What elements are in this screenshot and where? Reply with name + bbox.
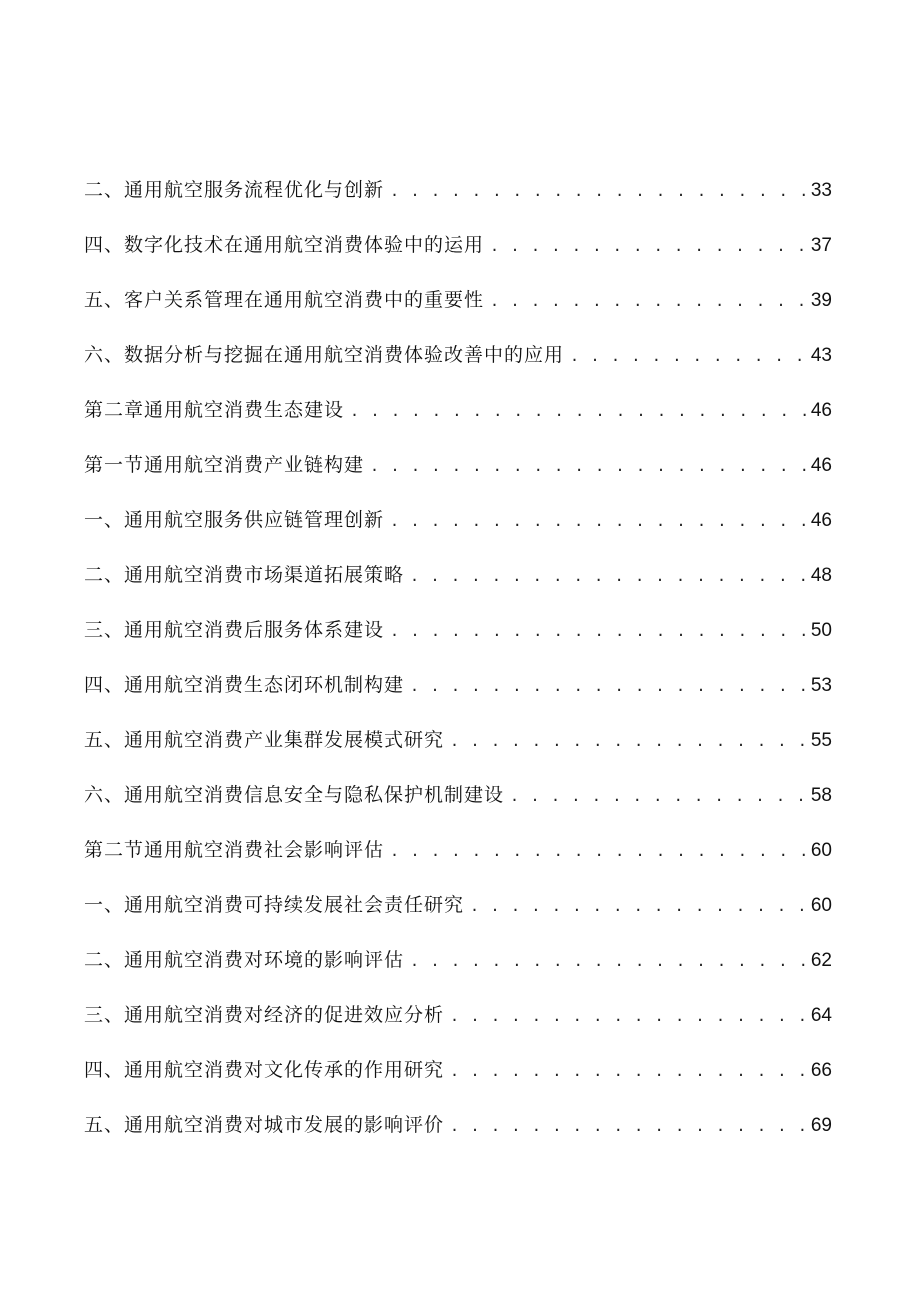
toc-page-number: 64 bbox=[810, 1005, 832, 1026]
toc-page-number: 53 bbox=[810, 675, 832, 696]
toc-entry-title: 四、通用航空消费对文化传承的作用研究 bbox=[84, 1059, 445, 1081]
toc-page-number: 69 bbox=[810, 1115, 832, 1136]
toc-entry-title: 四、数字化技术在通用航空消费体验中的运用 bbox=[84, 234, 485, 256]
toc-dot-leader bbox=[410, 658, 807, 714]
toc-dot-leader bbox=[390, 493, 807, 549]
toc-entry[interactable] bbox=[84, 603, 832, 658]
toc-page-number: 50 bbox=[810, 620, 832, 641]
toc-entry-title: 六、通用航空消费信息安全与隐私保护机制建设 bbox=[84, 784, 505, 806]
toc-entry-title: 二、通用航空消费市场渠道拓展策略 bbox=[84, 564, 405, 586]
toc-dot-leader bbox=[350, 383, 807, 439]
toc-entry[interactable] bbox=[84, 493, 832, 548]
toc-dot-leader bbox=[390, 163, 807, 219]
toc-entry-title: 三、通用航空消费对经济的促进效应分析 bbox=[84, 1004, 445, 1026]
toc-page-number: 60 bbox=[810, 840, 832, 861]
toc-entry[interactable] bbox=[84, 933, 832, 988]
toc-dot-leader bbox=[450, 1098, 807, 1154]
toc-page-number: 33 bbox=[810, 180, 832, 201]
toc-entry-title: 第二章通用航空消费生态建设 bbox=[84, 399, 345, 421]
toc-dot-leader bbox=[450, 1043, 807, 1099]
toc-page-number: 60 bbox=[810, 895, 832, 916]
toc-entry[interactable] bbox=[84, 1043, 832, 1098]
toc-page-number: 46 bbox=[810, 400, 832, 421]
toc-dot-leader bbox=[370, 438, 807, 494]
toc-page-number: 43 bbox=[810, 345, 832, 366]
toc-entry[interactable] bbox=[84, 218, 832, 273]
toc-page-number: 48 bbox=[810, 565, 832, 586]
toc-entry[interactable] bbox=[84, 438, 832, 493]
toc-entry[interactable] bbox=[84, 1098, 832, 1153]
toc-dot-leader bbox=[470, 878, 807, 934]
toc-entry-title: 二、通用航空消费对环境的影响评估 bbox=[84, 949, 405, 971]
toc-entry[interactable] bbox=[84, 878, 832, 933]
toc-entry-title: 一、通用航空服务供应链管理创新 bbox=[84, 509, 385, 531]
toc-entry[interactable] bbox=[84, 328, 832, 383]
toc-entry-title: 第一节通用航空消费产业链构建 bbox=[84, 454, 365, 476]
toc-entry[interactable] bbox=[84, 273, 832, 328]
toc-dot-leader bbox=[390, 603, 807, 659]
toc-entry[interactable] bbox=[84, 163, 832, 218]
toc-entry-title: 第二节通用航空消费社会影响评估 bbox=[84, 839, 385, 861]
toc-entry-title: 六、数据分析与挖掘在通用航空消费体验改善中的应用 bbox=[84, 344, 565, 366]
toc-dot-leader bbox=[450, 988, 807, 1044]
toc-entry[interactable] bbox=[84, 768, 832, 823]
toc-entry[interactable] bbox=[84, 823, 832, 878]
toc-dot-leader bbox=[450, 713, 807, 769]
toc-dot-leader bbox=[410, 933, 807, 989]
toc-entry[interactable] bbox=[84, 383, 832, 438]
toc-entry-title: 二、通用航空服务流程优化与创新 bbox=[84, 179, 385, 201]
toc-dot-leader bbox=[510, 768, 807, 824]
toc-dot-leader bbox=[490, 273, 807, 329]
toc-page-number: 39 bbox=[810, 290, 832, 311]
toc-dot-leader bbox=[570, 328, 807, 384]
toc-dot-leader bbox=[490, 218, 807, 274]
toc-page-number: 37 bbox=[810, 235, 832, 256]
toc-page-number: 55 bbox=[810, 730, 832, 751]
toc-entry-title: 五、通用航空消费对城市发展的影响评价 bbox=[84, 1114, 445, 1136]
toc-entry-title: 四、通用航空消费生态闭环机制构建 bbox=[84, 674, 405, 696]
toc-page-number: 46 bbox=[810, 510, 832, 531]
toc-entry-title: 三、通用航空消费后服务体系建设 bbox=[84, 619, 385, 641]
toc-page-number: 62 bbox=[810, 950, 832, 971]
toc-page-number: 46 bbox=[810, 455, 832, 476]
toc-page-number: 66 bbox=[810, 1060, 832, 1081]
toc-page-number: 58 bbox=[810, 785, 832, 806]
toc-dot-leader bbox=[390, 823, 807, 879]
toc-entry[interactable] bbox=[84, 548, 832, 603]
toc-entry[interactable] bbox=[84, 988, 832, 1043]
toc-entry-title: 一、通用航空消费可持续发展社会责任研究 bbox=[84, 894, 465, 916]
table-of-contents bbox=[84, 163, 832, 1153]
toc-dot-leader bbox=[410, 548, 807, 604]
toc-entry[interactable] bbox=[84, 713, 832, 768]
toc-entry[interactable] bbox=[84, 658, 832, 713]
toc-entry-title: 五、客户关系管理在通用航空消费中的重要性 bbox=[84, 289, 485, 311]
toc-entry-title: 五、通用航空消费产业集群发展模式研究 bbox=[84, 729, 445, 751]
